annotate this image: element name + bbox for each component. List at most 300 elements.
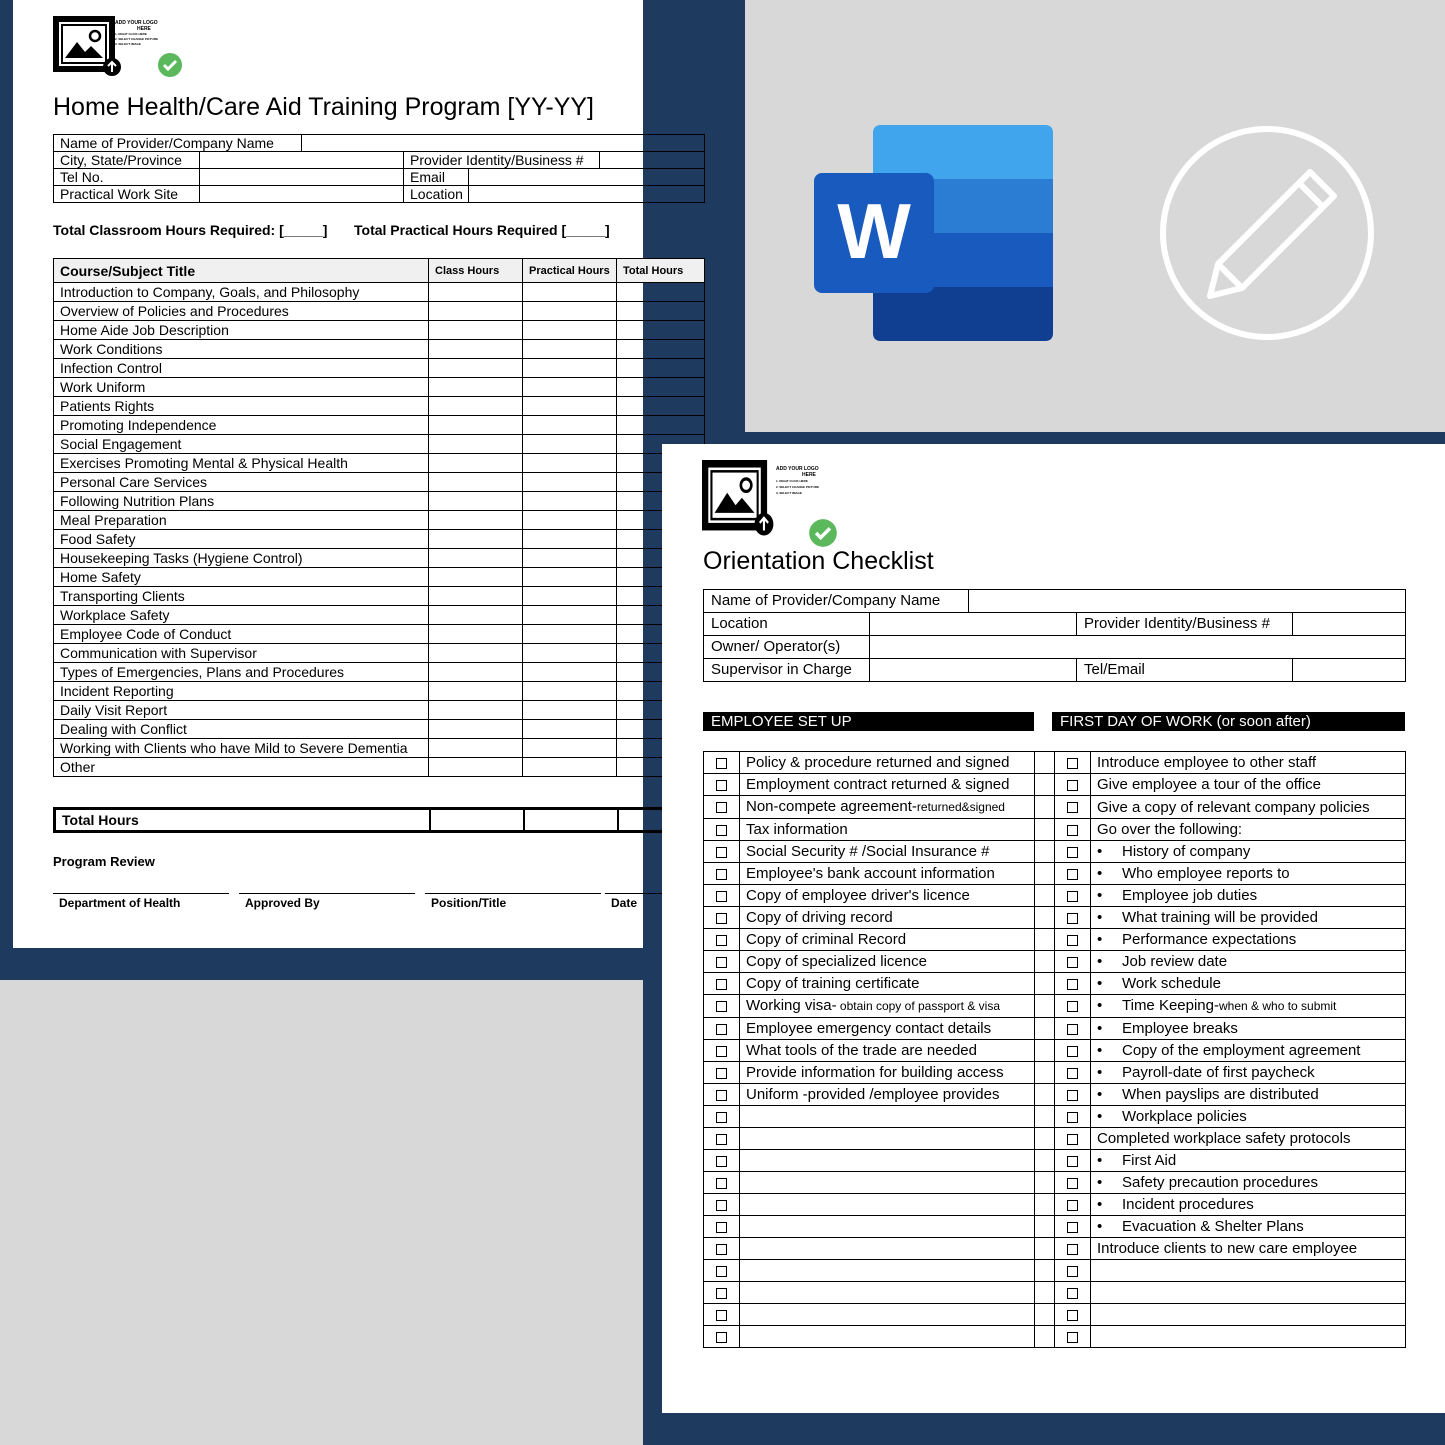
class-hours-field[interactable] xyxy=(429,568,523,587)
first-day-checkbox[interactable] xyxy=(1055,752,1091,774)
orientation-checklist-page xyxy=(662,444,1445,1413)
work-site-field[interactable] xyxy=(200,186,404,203)
class-hours-field[interactable] xyxy=(429,435,523,454)
table-row xyxy=(704,1084,1406,1106)
setup-checkbox[interactable] xyxy=(704,885,740,907)
checkbox-icon[interactable] xyxy=(716,957,727,968)
checkbox-icon[interactable] xyxy=(1067,1156,1078,1167)
table-row xyxy=(704,1172,1406,1194)
checkbox-icon[interactable] xyxy=(1067,1024,1078,1035)
table-row xyxy=(704,1326,1406,1348)
first-day-checkbox[interactable] xyxy=(1055,1326,1091,1348)
table-row xyxy=(54,701,705,720)
logo-text-line: ADD YOUR LOGO xyxy=(115,20,158,26)
first-day-item-text: Time Keeping- xyxy=(1122,997,1219,1014)
pencil-edit-icon xyxy=(1158,124,1376,342)
setup-checkbox[interactable] xyxy=(704,951,740,973)
checkbox-icon[interactable] xyxy=(1067,1310,1078,1321)
class-hours-field[interactable] xyxy=(429,416,523,435)
checkbox-icon[interactable] xyxy=(716,1244,727,1255)
table-row xyxy=(54,720,705,739)
course-title: Food Safety xyxy=(54,530,429,549)
setup-checkbox[interactable] xyxy=(704,1084,740,1106)
table-row xyxy=(704,929,1406,951)
total-practical-hours-field[interactable] xyxy=(524,809,618,832)
checkbox-icon[interactable] xyxy=(1067,1244,1078,1255)
checkbox-icon[interactable] xyxy=(716,913,727,924)
class-hours-field[interactable] xyxy=(429,511,523,530)
first-day-checkbox[interactable] xyxy=(1055,973,1091,995)
first-day-item-text: Copy of the employment agreement xyxy=(1122,1042,1361,1059)
city-field[interactable] xyxy=(200,152,404,169)
provider-name-field[interactable] xyxy=(969,590,1406,613)
setup-item-note: obtain copy of passport & visa xyxy=(836,999,1001,1013)
column-spacer xyxy=(1035,752,1055,774)
orientation-page-title: Orientation Checklist xyxy=(703,547,934,575)
signature-date[interactable]: Date xyxy=(605,893,671,910)
checkbox-icon[interactable] xyxy=(716,1288,727,1299)
setup-item-text: Copy of training certificate xyxy=(746,975,920,992)
first-day-checkbox[interactable] xyxy=(1055,1304,1091,1326)
provider-id-field[interactable] xyxy=(600,152,705,169)
first-day-item-label xyxy=(1091,1062,1406,1084)
first-day-item-label xyxy=(1091,1172,1406,1194)
checkbox-icon[interactable] xyxy=(1067,758,1078,769)
first-day-checkbox[interactable] xyxy=(1055,1062,1091,1084)
checkbox-icon[interactable] xyxy=(1067,1090,1078,1101)
practical-hours-field[interactable] xyxy=(523,644,617,663)
first-day-item-text: Give a copy of relevant company policies xyxy=(1097,798,1370,816)
first-day-checkbox[interactable] xyxy=(1055,1106,1091,1128)
class-hours-field[interactable] xyxy=(429,606,523,625)
class-hours-field[interactable] xyxy=(429,530,523,549)
course-title: Employee Code of Conduct xyxy=(54,625,429,644)
setup-item-label xyxy=(740,1018,1035,1040)
checkbox-icon[interactable] xyxy=(716,1266,727,1277)
checkbox-icon[interactable] xyxy=(716,979,727,990)
checkbox-icon[interactable] xyxy=(1067,1178,1078,1189)
first-day-checkbox[interactable] xyxy=(1055,907,1091,929)
table-row xyxy=(54,625,705,644)
logo-text-line: HERE xyxy=(802,472,816,478)
first-day-item-label xyxy=(1091,1326,1406,1348)
first-day-item-text: When payslips are distributed xyxy=(1122,1086,1319,1103)
total-hours-label: Total Hours xyxy=(55,809,430,832)
practical-hours-field[interactable] xyxy=(523,530,617,549)
first-day-item-label xyxy=(1091,796,1406,819)
practical-hours-field[interactable] xyxy=(523,454,617,473)
checkbox-icon[interactable] xyxy=(716,1332,727,1343)
column-spacer xyxy=(1035,796,1055,819)
first-day-item-text: Performance expectations xyxy=(1122,931,1297,948)
setup-item-label xyxy=(740,841,1035,863)
location-field[interactable] xyxy=(469,186,705,203)
setup-item-label xyxy=(740,1282,1035,1304)
first-day-checkbox[interactable] xyxy=(1055,1150,1091,1172)
practical-hours-field[interactable] xyxy=(523,739,617,758)
setup-item-label xyxy=(740,1106,1035,1128)
setup-item-label xyxy=(740,1304,1035,1326)
practical-hours-field[interactable] xyxy=(523,606,617,625)
practical-hours-field[interactable] xyxy=(523,340,617,359)
class-hours-field[interactable] xyxy=(429,587,523,606)
signature-department-of-health[interactable]: Department of Health xyxy=(53,893,229,910)
total-hours-field[interactable] xyxy=(617,416,705,435)
class-hours-field[interactable] xyxy=(429,473,523,492)
classroom-hours-required: Total Classroom Hours Required: [_____] xyxy=(53,222,328,238)
logo-text-line: 3. SELECT IMAGE xyxy=(776,491,802,495)
owner-label: Owner/ Operator(s) xyxy=(704,636,870,659)
class-hours-field[interactable] xyxy=(429,758,523,777)
practical-hours-field[interactable] xyxy=(523,587,617,606)
first-day-checkbox[interactable] xyxy=(1055,1018,1091,1040)
setup-checkbox[interactable] xyxy=(704,1106,740,1128)
first-day-checkbox[interactable] xyxy=(1055,1282,1091,1304)
first-day-item-text: Payroll-date of first paycheck xyxy=(1122,1064,1315,1081)
class-hours-field[interactable] xyxy=(429,663,523,682)
checkbox-icon[interactable] xyxy=(1067,979,1078,990)
logo-placeholder xyxy=(53,16,183,78)
practical-hours-field[interactable] xyxy=(523,663,617,682)
practical-hours-field[interactable] xyxy=(523,720,617,739)
table-row xyxy=(704,973,1406,995)
table-row xyxy=(54,302,705,321)
checkbox-icon[interactable] xyxy=(1067,1112,1078,1123)
setup-checkbox[interactable] xyxy=(704,1150,740,1172)
checkbox-icon[interactable] xyxy=(716,1178,727,1189)
course-title: Work Conditions xyxy=(54,340,429,359)
checkbox-icon[interactable] xyxy=(1067,825,1078,836)
table-row xyxy=(704,1128,1406,1150)
checkbox-icon[interactable] xyxy=(716,1112,727,1123)
table-row xyxy=(54,359,705,378)
class-hours-field[interactable] xyxy=(429,340,523,359)
first-day-item-label xyxy=(1091,1040,1406,1062)
first-day-checkbox[interactable] xyxy=(1055,1216,1091,1238)
column-spacer xyxy=(1035,995,1055,1018)
setup-item-label xyxy=(740,1040,1035,1062)
total-hours-field[interactable] xyxy=(617,340,705,359)
first-day-header: FIRST DAY OF WORK (or soon after) xyxy=(1052,712,1405,731)
checkbox-icon[interactable] xyxy=(716,869,727,880)
class-hours-field[interactable] xyxy=(429,739,523,758)
first-day-item-label xyxy=(1091,1018,1406,1040)
setup-checkbox[interactable] xyxy=(704,1018,740,1040)
tel-field[interactable] xyxy=(200,169,404,186)
column-spacer xyxy=(1035,1326,1055,1348)
first-day-item-text: Introduce employee to other staff xyxy=(1097,754,1317,771)
first-day-item-label xyxy=(1091,885,1406,907)
column-spacer xyxy=(1035,1150,1055,1172)
setup-checkbox[interactable] xyxy=(704,1326,740,1348)
class-hours-field[interactable] xyxy=(429,701,523,720)
setup-checkbox[interactable] xyxy=(704,1172,740,1194)
course-title: Meal Preparation xyxy=(54,511,429,530)
checkbox-icon[interactable] xyxy=(716,1001,727,1012)
checkbox-icon[interactable] xyxy=(1067,802,1078,813)
table-row xyxy=(54,587,705,606)
table-row xyxy=(54,283,705,302)
checkbox-icon[interactable] xyxy=(1067,1046,1078,1057)
practical-hours-field[interactable] xyxy=(523,492,617,511)
table-row xyxy=(704,1282,1406,1304)
table-row xyxy=(54,568,705,587)
checkbox-icon[interactable] xyxy=(1067,1134,1078,1145)
practical-hours-field[interactable] xyxy=(523,549,617,568)
checkbox-icon[interactable] xyxy=(1067,1288,1078,1299)
checkbox-icon[interactable] xyxy=(716,1222,727,1233)
owner-field[interactable] xyxy=(870,636,1406,659)
class-hours-field[interactable] xyxy=(429,359,523,378)
practical-hours-field[interactable] xyxy=(523,416,617,435)
setup-checkbox[interactable] xyxy=(704,929,740,951)
logo-text-line: HERE xyxy=(137,26,151,32)
setup-item-label xyxy=(740,1194,1035,1216)
practical-hours-field[interactable] xyxy=(523,302,617,321)
first-day-item-label xyxy=(1091,1128,1406,1150)
first-day-checkbox[interactable] xyxy=(1055,863,1091,885)
checkbox-icon[interactable] xyxy=(1067,913,1078,924)
first-day-item-label xyxy=(1091,1216,1406,1238)
column-spacer xyxy=(1035,1216,1055,1238)
setup-checkbox[interactable] xyxy=(704,1282,740,1304)
checkbox-icon[interactable] xyxy=(716,1134,727,1145)
supervisor-label: Supervisor in Charge xyxy=(704,659,870,682)
checkbox-icon[interactable] xyxy=(1067,1332,1078,1343)
first-day-checkbox[interactable] xyxy=(1055,819,1091,841)
total-hours-field[interactable] xyxy=(617,397,705,416)
checkbox-icon[interactable] xyxy=(716,1024,727,1035)
practical-hours-field[interactable] xyxy=(523,435,617,454)
training-page-title: Home Health/Care Aid Training Program [YY-YY] xyxy=(53,93,594,121)
tel-email-field[interactable] xyxy=(1293,659,1406,682)
total-hours-field[interactable] xyxy=(617,321,705,340)
course-title-header: Course/Subject Title xyxy=(54,259,429,283)
setup-checkbox[interactable] xyxy=(704,752,740,774)
checkbox-icon[interactable] xyxy=(716,1156,727,1167)
checkbox-icon[interactable] xyxy=(1067,1200,1078,1211)
practical-hours-field[interactable] xyxy=(523,511,617,530)
setup-checkbox[interactable] xyxy=(704,1304,740,1326)
checkbox-icon[interactable] xyxy=(1067,780,1078,791)
setup-checkbox[interactable] xyxy=(704,907,740,929)
table-row xyxy=(54,454,705,473)
setup-checkbox[interactable] xyxy=(704,1216,740,1238)
class-hours-field[interactable] xyxy=(429,397,523,416)
checkbox-icon[interactable] xyxy=(1067,1222,1078,1233)
setup-checkbox[interactable] xyxy=(704,796,740,819)
setup-item-note: returned&signed xyxy=(916,800,1005,814)
practical-hours-field[interactable] xyxy=(523,568,617,587)
practical-hours-field[interactable] xyxy=(523,701,617,720)
course-title: Types of Emergencies, Plans and Procedures xyxy=(54,663,429,682)
checkbox-icon[interactable] xyxy=(1067,1001,1078,1012)
first-day-item-label xyxy=(1091,1084,1406,1106)
checkbox-icon[interactable] xyxy=(716,891,727,902)
table-row xyxy=(54,682,705,701)
table-row xyxy=(704,1106,1406,1128)
checkbox-icon[interactable] xyxy=(1067,935,1078,946)
first-day-checkbox[interactable] xyxy=(1055,1194,1091,1216)
total-hours-field[interactable] xyxy=(617,302,705,321)
total-hours-field[interactable] xyxy=(617,378,705,397)
first-day-checkbox[interactable] xyxy=(1055,1084,1091,1106)
practical-hours-field[interactable] xyxy=(523,321,617,340)
class-hours-header: Class Hours xyxy=(429,259,523,283)
checkbox-icon[interactable] xyxy=(1067,957,1078,968)
first-day-checkbox[interactable] xyxy=(1055,1260,1091,1282)
total-hours-field[interactable] xyxy=(617,359,705,378)
checkbox-icon[interactable] xyxy=(1067,869,1078,880)
checkbox-icon[interactable] xyxy=(716,1310,727,1321)
table-row xyxy=(54,549,705,568)
setup-checkbox[interactable] xyxy=(704,973,740,995)
table-row xyxy=(704,1238,1406,1260)
setup-checkbox[interactable] xyxy=(704,774,740,796)
class-hours-field[interactable] xyxy=(429,682,523,701)
checkbox-icon[interactable] xyxy=(716,935,727,946)
logo-text-line: 1. RIGHT CLICK HERE xyxy=(776,479,808,483)
checkbox-icon[interactable] xyxy=(716,825,727,836)
class-hours-field[interactable] xyxy=(429,492,523,511)
signature-approved-by[interactable]: Approved By xyxy=(239,893,415,910)
first-day-checkbox[interactable] xyxy=(1055,951,1091,973)
checkbox-icon[interactable] xyxy=(716,758,727,769)
first-day-item-label xyxy=(1091,1260,1406,1282)
practical-hours-field[interactable] xyxy=(523,758,617,777)
setup-item-label xyxy=(740,973,1035,995)
first-day-item-text: Evacuation & Shelter Plans xyxy=(1122,1218,1304,1235)
first-day-checkbox[interactable] xyxy=(1055,1172,1091,1194)
column-spacer xyxy=(1035,1260,1055,1282)
first-day-item-text: Introduce clients to new care employee xyxy=(1097,1240,1358,1257)
course-title: Transporting Clients xyxy=(54,587,429,606)
practical-hours-field[interactable] xyxy=(523,283,617,302)
setup-item-label xyxy=(740,752,1035,774)
class-hours-field[interactable] xyxy=(429,378,523,397)
table-row xyxy=(704,1150,1406,1172)
total-class-hours-field[interactable] xyxy=(430,809,524,832)
practical-hours-header: Practical Hours xyxy=(523,259,617,283)
email-label: Email xyxy=(404,169,469,186)
first-day-checkbox[interactable] xyxy=(1055,1128,1091,1150)
setup-checkbox[interactable] xyxy=(704,1194,740,1216)
class-hours-field[interactable] xyxy=(429,625,523,644)
location-field[interactable] xyxy=(870,613,1077,636)
first-day-checkbox[interactable] xyxy=(1055,1040,1091,1062)
first-day-checkbox[interactable] xyxy=(1055,929,1091,951)
first-day-checkbox[interactable] xyxy=(1055,995,1091,1018)
course-title: Daily Visit Report xyxy=(54,701,429,720)
first-day-checkbox[interactable] xyxy=(1055,774,1091,796)
class-hours-field[interactable] xyxy=(429,644,523,663)
first-day-item-text: First Aid xyxy=(1122,1152,1177,1169)
checkbox-icon[interactable] xyxy=(716,1200,727,1211)
class-hours-field[interactable] xyxy=(429,283,523,302)
practical-hours-field[interactable] xyxy=(523,397,617,416)
provider-id-field[interactable] xyxy=(1293,613,1406,636)
setup-checkbox[interactable] xyxy=(704,1238,740,1260)
checkbox-icon[interactable] xyxy=(716,1046,727,1057)
setup-item-label xyxy=(740,929,1035,951)
column-spacer xyxy=(1035,951,1055,973)
city-label: City, State/Province xyxy=(54,152,200,169)
first-day-item-text: Give employee a tour of the office xyxy=(1097,776,1322,793)
class-hours-field[interactable] xyxy=(429,454,523,473)
table-row xyxy=(54,435,705,454)
setup-checkbox[interactable] xyxy=(704,1260,740,1282)
table-row xyxy=(704,1018,1406,1040)
first-day-item-label xyxy=(1091,819,1406,841)
email-field[interactable] xyxy=(469,169,705,186)
practical-hours-field[interactable] xyxy=(523,682,617,701)
table-row xyxy=(54,530,705,549)
class-hours-field[interactable] xyxy=(429,321,523,340)
checkbox-icon[interactable] xyxy=(1067,847,1078,858)
setup-checkbox[interactable] xyxy=(704,995,740,1018)
column-spacer xyxy=(1035,929,1055,951)
checkbox-icon[interactable] xyxy=(716,1090,727,1101)
supervisor-field[interactable] xyxy=(870,659,1077,682)
work-site-label: Practical Work Site xyxy=(54,186,200,203)
signature-position-title[interactable]: Position/Title xyxy=(425,893,601,910)
column-spacer xyxy=(1035,774,1055,796)
setup-item-text: What tools of the trade are needed xyxy=(746,1042,977,1059)
course-title: Following Nutrition Plans xyxy=(54,492,429,511)
class-hours-field[interactable] xyxy=(429,302,523,321)
checkbox-icon[interactable] xyxy=(1067,891,1078,902)
column-spacer xyxy=(1035,885,1055,907)
image-upload-icon xyxy=(702,460,786,538)
table-row xyxy=(704,819,1406,841)
setup-checkbox[interactable] xyxy=(704,1062,740,1084)
setup-checkbox[interactable] xyxy=(704,1128,740,1150)
first-day-item-label xyxy=(1091,774,1406,796)
checkbox-icon[interactable] xyxy=(716,780,727,791)
setup-checkbox[interactable] xyxy=(704,819,740,841)
first-day-checkbox[interactable] xyxy=(1055,885,1091,907)
checkbox-icon[interactable] xyxy=(1067,1068,1078,1079)
practical-hours-field[interactable] xyxy=(523,359,617,378)
class-hours-field[interactable] xyxy=(429,720,523,739)
first-day-checkbox[interactable] xyxy=(1055,1238,1091,1260)
setup-item-text: Policy & procedure returned and signed xyxy=(746,754,1010,771)
total-hours-field[interactable] xyxy=(617,283,705,302)
checkbox-icon[interactable] xyxy=(716,1068,727,1079)
setup-item-label xyxy=(740,819,1035,841)
setup-item-text: Copy of criminal Record xyxy=(746,931,907,948)
setup-checkbox[interactable] xyxy=(704,863,740,885)
practical-hours-field[interactable] xyxy=(523,625,617,644)
setup-checkbox[interactable] xyxy=(704,1040,740,1062)
checkbox-icon[interactable] xyxy=(1067,1266,1078,1277)
practical-hours-field[interactable] xyxy=(523,378,617,397)
checkbox-icon[interactable] xyxy=(716,802,727,813)
table-row xyxy=(704,1304,1406,1326)
class-hours-field[interactable] xyxy=(429,549,523,568)
first-day-checkbox[interactable] xyxy=(1055,841,1091,863)
checkbox-icon[interactable] xyxy=(716,847,727,858)
column-spacer xyxy=(1035,1128,1055,1150)
first-day-checkbox[interactable] xyxy=(1055,796,1091,819)
table-row xyxy=(704,951,1406,973)
practical-hours-field[interactable] xyxy=(523,473,617,492)
setup-checkbox[interactable] xyxy=(704,841,740,863)
provider-name-field[interactable] xyxy=(302,135,705,152)
setup-item-text: Copy of driving record xyxy=(746,909,893,926)
setup-item-label xyxy=(740,796,1035,819)
first-day-item-text: Completed workplace safety protocols xyxy=(1097,1130,1351,1147)
